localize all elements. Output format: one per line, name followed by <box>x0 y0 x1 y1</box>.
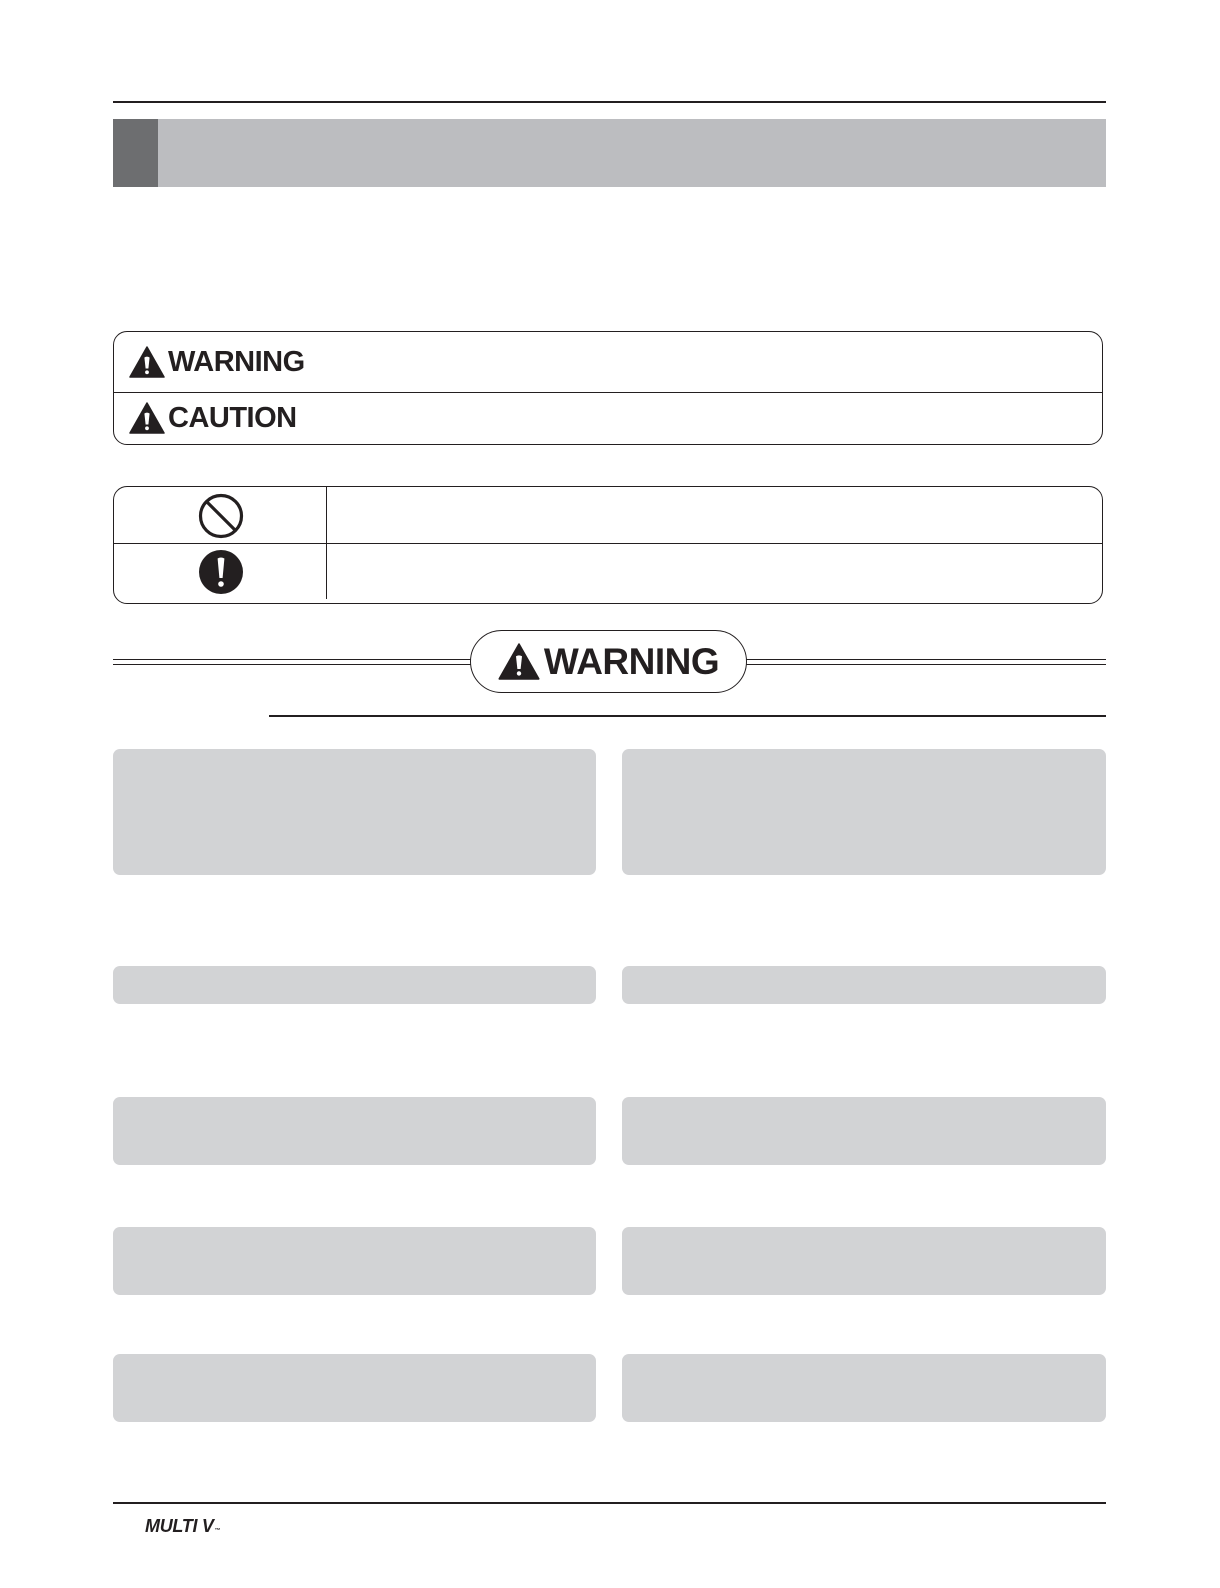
content-block <box>113 966 596 1004</box>
symbol-row-prohibited <box>114 487 1102 544</box>
exclamation-circle-icon <box>198 549 244 595</box>
sub-section-rule <box>269 715 1106 717</box>
content-block <box>622 1354 1106 1422</box>
multi-v-logo <box>145 1516 220 1537</box>
content-block <box>622 966 1106 1004</box>
warning-section-label: WARNING <box>543 641 720 682</box>
legend-row-warning <box>114 332 1102 393</box>
footer-rule <box>113 1502 1106 1504</box>
content-block <box>113 1354 596 1422</box>
prohibition-circle-icon <box>198 493 244 539</box>
warning-triangle-icon <box>129 402 165 434</box>
section-title-tab <box>113 119 158 187</box>
content-block <box>113 749 596 875</box>
symbol-divider <box>326 487 327 599</box>
legend-row-caution <box>114 392 1102 444</box>
double-rule-right <box>746 659 1106 665</box>
signal-word-legend <box>113 331 1103 445</box>
symbol-legend <box>113 486 1103 604</box>
warning-label: WARNING <box>168 345 305 378</box>
section-title-bar <box>113 119 1106 187</box>
top-rule <box>113 101 1106 103</box>
content-block <box>113 1227 596 1295</box>
warning-triangle-icon <box>498 643 540 680</box>
content-block <box>622 1097 1106 1165</box>
warning-section-header <box>470 630 747 693</box>
content-block <box>113 1097 596 1165</box>
content-block <box>622 1227 1106 1295</box>
caution-label: CAUTION <box>168 401 297 434</box>
logo-trademark: ™ <box>214 1528 221 1534</box>
logo-text: MULTI V <box>145 1516 214 1536</box>
warning-triangle-icon <box>129 346 165 378</box>
symbol-row-mandatory <box>114 543 1102 603</box>
double-rule-left <box>113 659 471 665</box>
content-block <box>622 749 1106 875</box>
